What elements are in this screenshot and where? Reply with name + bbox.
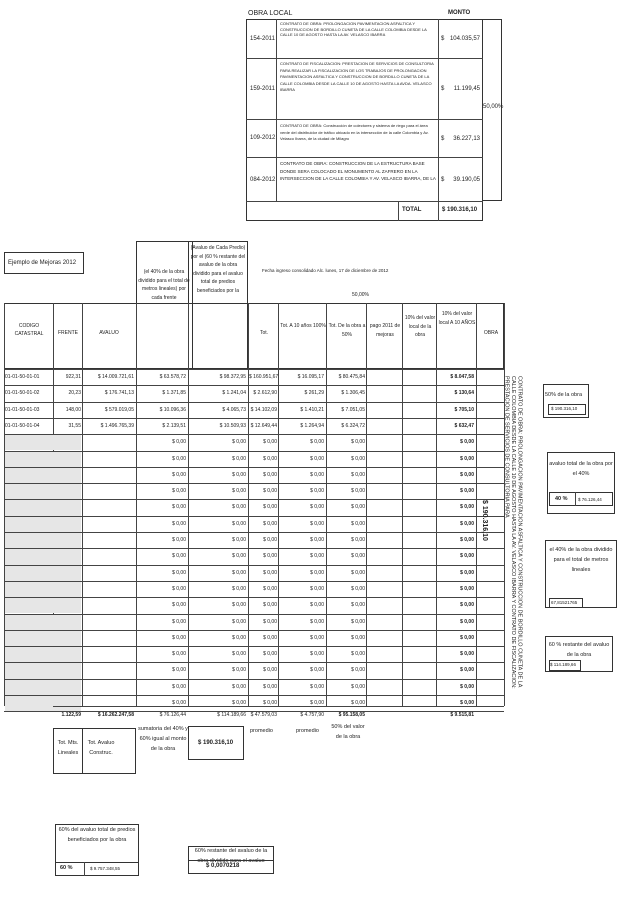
cell-t50: $ 6.324,72 <box>341 422 365 429</box>
cell-t50: $ 0,00 <box>351 537 365 543</box>
empty-cell <box>5 680 81 695</box>
empty-cell <box>5 582 81 597</box>
footer-avaluo-label: Tot. Avaluo Construc. <box>87 740 115 756</box>
bottom-left-pct: 60 % <box>60 865 73 871</box>
cell-t50: $ 0,00 <box>351 651 365 658</box>
cell-tot: $ 0,00 <box>263 569 277 576</box>
cell-v10: $ 632,47 <box>454 422 474 429</box>
header-pct10a: 10% del valor local de la obra <box>404 315 436 338</box>
cell-t50: $ 0,00 <box>351 585 365 592</box>
cell-t10: $ 0,00 <box>310 520 324 527</box>
cell-tot: $ 2.612,90 <box>253 390 277 397</box>
empty-cell <box>5 484 81 499</box>
header-tot: Tot. <box>259 330 269 336</box>
side-b4-label: 60 % restante del avaluo de la obra <box>548 642 610 658</box>
total-tot: $ 47.579,03 <box>250 712 277 718</box>
obra-currency: $ <box>441 86 445 92</box>
empty-cell <box>5 549 81 564</box>
header-tot10: Tot. A 10 años 100% <box>280 323 326 329</box>
cell-v10: $ 0,00 <box>460 618 474 625</box>
pct-note: 50,00% <box>352 292 369 298</box>
obra-desc: CONTRATO DE OBRA: CONSTRUCCION DE LA ESTRUCTURA BASE DONDE SERA COLOCADO EL MONUMENTO AL ZAFRERO EN LA INTERSECCION DE LA CALLE COLOMBIA Y AV. VELASCO IBARRA, DE LA <box>280 161 436 181</box>
cell-tot: $ 0,00 <box>263 455 277 462</box>
cell-c40: $ 0,00 <box>172 634 186 641</box>
cell-codigo: 01-01-50-01-04 <box>5 422 40 429</box>
cell-avaluo: $ 176.741,13 <box>104 390 134 397</box>
empty-cell <box>5 533 81 548</box>
cell-c60: $ 0,00 <box>232 700 246 706</box>
cell-c40: $ 0,00 <box>172 488 186 495</box>
cell-c60: $ 0,00 <box>232 504 246 511</box>
cell-c60: $ 0,00 <box>232 488 246 495</box>
cell-v10: $ 0,00 <box>460 504 474 511</box>
cell-c40: $ 0,00 <box>172 471 186 478</box>
cell-t50: $ 0,00 <box>351 634 365 641</box>
cell-tot: $ 0,00 <box>263 553 277 560</box>
side-pct: 50,00% <box>483 104 504 110</box>
cell-c60: $ 0,00 <box>232 537 246 543</box>
header-avaluo: AVALUO <box>99 330 119 336</box>
header-tot50: Tot. De la obra a 50% <box>328 323 366 338</box>
cell-t50: $ 1.306,45 <box>341 390 365 397</box>
side-b4-value: $ 114.189,66 <box>550 662 576 667</box>
cell-c60: $ 0,00 <box>232 553 246 560</box>
empty-cell <box>5 631 81 646</box>
footer-c40-value: $ 190.316,10 <box>198 740 234 746</box>
cell-frente: 31,55 <box>68 422 81 429</box>
cell-c60: $ 0,00 <box>232 634 246 641</box>
obra-code: 084-2012 <box>250 177 276 183</box>
total-v10: $ 9.515,81 <box>450 712 474 718</box>
cell-c40: $ 10.096,36 <box>159 406 186 413</box>
cell-t50: $ 0,00 <box>351 602 365 609</box>
cell-c60: $ 0,00 <box>232 602 246 609</box>
cell-t50: $ 0,00 <box>351 471 365 478</box>
obra-desc: CONTRATO DE FISCALIZACION: PRESTACION DE SERVICIOS DE CONSULTORIA PARA REALIZAR LA FISCALIZACION DE LOS TRABAJOS DE PROLONGACION PAVIMENTACION ASFALTICA Y CONSTRUCCION DE BORDILLO CUNETA DE LA CALLE COLOMBIA DESDE LA CALLE 10 DE AGOSTO HASTA LA AVDA. VELASCO IBARRA <box>280 61 434 92</box>
cell-t10: $ 0,00 <box>310 683 324 690</box>
empty-cell <box>5 647 81 662</box>
cell-t50: $ 0,00 <box>351 439 365 446</box>
cell-c60: $ 0,00 <box>232 651 246 658</box>
bottom-right-label: 60% restante del avaluo de la obra dividido para el avaluo <box>194 848 268 864</box>
total-avaluo: $ 16.262.247,58 <box>97 712 134 718</box>
cell-t10: $ 261,29 <box>304 390 324 397</box>
cell-c40: $ 0,00 <box>172 651 186 658</box>
cell-t50: $ 80.475,84 <box>338 374 365 380</box>
cell-frente: 20,23 <box>68 390 81 397</box>
cell-t50: $ 0,00 <box>351 700 365 706</box>
cell-c60: $ 0,00 <box>232 618 246 625</box>
obra-amount: 39.190,05 <box>453 177 480 183</box>
side-b2-label: avaluo total de la obra por el 40% <box>549 461 613 477</box>
header-frente: FRENTE <box>58 330 78 336</box>
cell-c60: $ 0,00 <box>232 471 246 478</box>
cell-t10: $ 0,00 <box>310 553 324 560</box>
cell-tot: $ 0,00 <box>263 602 277 609</box>
cell-t10: $ 1.410,21 <box>300 406 324 413</box>
cell-c40: $ 0,00 <box>172 618 186 625</box>
cell-tot: $ 0,00 <box>263 488 277 495</box>
total-t50: $ 95.158,05 <box>338 712 365 718</box>
cell-t10: $ 16.095,17 <box>297 374 324 380</box>
cell-codigo: 01-01-50-01-01 <box>5 374 40 380</box>
cell-t10: $ 0,00 <box>310 585 324 592</box>
total-t10: $ 4.757,90 <box>300 712 324 718</box>
cell-t50: $ 0,00 <box>351 569 365 576</box>
main-title: Ejemplo de Mejoras 2012 <box>8 260 77 266</box>
obra-local-label: OBRA LOCAL <box>248 10 293 17</box>
cell-c60: $ 1.241,04 <box>222 390 246 397</box>
cell-v10: $ 8.047,58 <box>450 374 474 380</box>
cell-c40: $ 0,00 <box>172 455 186 462</box>
side-b1-label: 50% de la obra <box>545 392 582 398</box>
cell-tot: $ 12.649,44 <box>250 422 277 429</box>
cell-c40: $ 2.139,51 <box>162 422 186 429</box>
bottom-right-value: $ 0,0070218 <box>206 863 240 869</box>
obra-desc: CONTRATO DE OBRA: PROLONGACION PAVIMENTACION ASFALTICA Y CONSTRUCCION DE BORDILLO CUNETA DE LA CALLE COLOMBIA DESDE LA CALLE 10 DE AGOSTO HASTA LA AV. VELASCO IBARRA <box>280 21 427 37</box>
header-pago: pago 2011 de mejoras <box>369 323 401 338</box>
cell-v10: $ 0,00 <box>460 553 474 560</box>
cell-t50: $ 0,00 <box>351 504 365 511</box>
bottom-left-label: 60% del avaluo total de predios beneficiados por la obra <box>58 827 136 843</box>
cell-t10: $ 0,00 <box>310 488 324 495</box>
cell-t50: $ 0,00 <box>351 683 365 690</box>
cell-tot: $ 0,00 <box>263 651 277 658</box>
empty-cell <box>5 615 81 630</box>
cell-t10: $ 0,00 <box>310 618 324 625</box>
obra-desc-vertical: CONTRATO DE OBRA: PROLONGACION PAVIMENTACION ASFALTICA Y CONSTRUCCION DE BORDILLO CUNETA DE LA CALLE COLOMBIA DESDE LA CALLE 10 DE AGOSTO HASTA LA AV. VELASCO IBARRA Y CONTRATO DE FISCALIZACION: PRESTACION DE SERVICIOS DE CONSULTORIA PARA <box>503 376 523 689</box>
cell-codigo: 01-01-50-01-03 <box>5 406 40 413</box>
cell-v10: $ 0,00 <box>460 585 474 592</box>
obra-local-table <box>246 19 483 221</box>
cell-v10: $ 0,00 <box>460 488 474 495</box>
cell-t10: $ 0,00 <box>310 634 324 641</box>
cell-c60: $ 0,00 <box>232 585 246 592</box>
cell-tot: $ 0,00 <box>263 700 277 706</box>
cell-tot: $ 0,00 <box>263 634 277 641</box>
cell-t10: $ 0,00 <box>310 602 324 609</box>
col40-header <box>136 241 193 369</box>
total-c60: $ 114.189,66 <box>217 712 246 718</box>
cell-avaluo: $ 1.496.765,39 <box>100 422 134 429</box>
side-b1-value: $ 190.316,10 <box>551 406 578 411</box>
cell-v10: $ 0,00 <box>460 471 474 478</box>
cell-v10: $ 0,00 <box>460 700 474 706</box>
cell-c40: $ 0,00 <box>172 569 186 576</box>
cell-c40: $ 0,00 <box>172 520 186 527</box>
empty-cell <box>5 663 81 678</box>
cell-c60: $ 0,00 <box>232 569 246 576</box>
cell-v10: $ 0,00 <box>460 651 474 658</box>
cell-t10: $ 0,00 <box>310 651 324 658</box>
header-col40: (el 40% de la obra dividido para el total de metros lineales) por cada frente <box>138 269 190 301</box>
cell-tot: $ 0,00 <box>263 537 277 543</box>
empty-cell <box>5 566 81 581</box>
cell-avaluo: $ 14.009.721,61 <box>97 374 134 380</box>
total-c40: $ 76.126,44 <box>159 712 186 718</box>
cell-v10: $ 705,10 <box>454 406 474 413</box>
header-obra: OBRA <box>483 330 499 336</box>
cell-t50: $ 7.051,05 <box>341 406 365 413</box>
obra-code: 154-2011 <box>250 36 275 42</box>
cell-t10: $ 0,00 <box>310 504 324 511</box>
empty-cell <box>5 452 81 467</box>
cell-c40: $ 0,00 <box>172 700 186 706</box>
cell-v10: $ 0,00 <box>460 602 474 609</box>
date-note: Fecha ingreso consolidado Alc. lunes, 17 de diciembre de 2012 <box>262 268 389 273</box>
cell-tot: $ 0,00 <box>263 667 277 674</box>
cell-tot: $ 0,00 <box>263 585 277 592</box>
cell-c60: $ 98.372,95 <box>219 374 246 380</box>
cell-t50: $ 0,00 <box>351 553 365 560</box>
cell-v10: $ 0,00 <box>460 569 474 576</box>
empty-cell <box>5 696 81 711</box>
obra-currency: $ <box>441 136 445 142</box>
obra-desc: CONTRATO DE OBRA: Construcción de colectores y sistema de riego para el área verde del distribuidor de tráfico ubicado en la intersección de la calle Colombia y Av. Velasco Ibarra, de la ciudad de Milagro <box>280 123 429 141</box>
cell-v10: $ 0,00 <box>460 537 474 543</box>
cell-v10: $ 0,00 <box>460 667 474 674</box>
total-frente: 1.122,59 <box>61 712 81 718</box>
cell-tot: $ 160.951,67 <box>249 374 279 380</box>
cell-v10: $ 0,00 <box>460 520 474 527</box>
cell-tot: $ 0,00 <box>263 439 277 446</box>
cell-c40: $ 0,00 <box>172 537 186 543</box>
empty-cell <box>5 468 81 483</box>
cell-c60: $ 0,00 <box>232 683 246 690</box>
cell-t50: $ 0,00 <box>351 455 365 462</box>
cell-tot: $ 0,00 <box>263 520 277 527</box>
empty-cell <box>5 517 81 532</box>
monto-label: MONTO <box>448 10 471 16</box>
cell-t10: $ 0,00 <box>310 439 324 446</box>
obra-total-vertical: $ 190.316,10 <box>481 500 488 541</box>
obra-currency: $ <box>441 36 445 42</box>
cell-c60: $ 0,00 <box>232 455 246 462</box>
cell-codigo: 01-01-50-01-02 <box>5 390 40 397</box>
obra-amount: 36.227,13 <box>453 136 480 142</box>
total-value: $ 190.316,10 <box>442 207 478 213</box>
cell-tot: $ 0,00 <box>263 618 277 625</box>
header-col60: (Avaluo de Cada Predio) por el (60 % restante del avaluo de la obra dividido para el avaluo total de predios beneficiados por la <box>190 245 246 294</box>
cell-t10: $ 0,00 <box>310 455 324 462</box>
footer-frente-label: Tot. Mts. Lineales <box>57 740 79 756</box>
cell-t10: $ 0,00 <box>310 537 324 543</box>
footer-t50-label: 50% del valor de la obra <box>331 724 365 740</box>
cell-frente: 148,00 <box>65 406 81 413</box>
cell-v10: $ 0,00 <box>460 683 474 690</box>
cell-v10: $ 0,00 <box>460 634 474 641</box>
obra-amount: 104.035,57 <box>449 36 480 42</box>
pct-column <box>482 19 502 201</box>
cell-t50: $ 0,00 <box>351 618 365 625</box>
cell-t10: $ 1.264,94 <box>300 422 324 429</box>
bottom-left-value: $ 9.757.348,55 <box>90 866 121 871</box>
cell-c40: $ 63.578,72 <box>159 374 186 380</box>
side-b3-label: el 40% de la obra dividido para el total de metros lineales <box>549 547 613 573</box>
side-b3-value: 67,81521765 <box>551 600 578 605</box>
cell-c60: $ 0,00 <box>232 667 246 674</box>
cell-t10: $ 0,00 <box>310 667 324 674</box>
cell-c60: $ 0,00 <box>232 439 246 446</box>
footer-tot-label: promedio <box>250 728 273 734</box>
cell-c40: $ 1.371,85 <box>162 390 186 397</box>
cell-t10: $ 0,00 <box>310 471 324 478</box>
cell-c40: $ 0,00 <box>172 439 186 446</box>
cell-v10: $ 130,64 <box>454 390 474 397</box>
cell-tot: $ 0,00 <box>263 683 277 690</box>
cell-c60: $ 0,00 <box>232 520 246 527</box>
cell-t50: $ 0,00 <box>351 488 365 495</box>
header-codigo: CODIGO CATASTRAL <box>14 323 44 337</box>
cell-tot: $ 0,00 <box>263 471 277 478</box>
cell-c40: $ 0,00 <box>172 602 186 609</box>
cell-c40: $ 0,00 <box>172 504 186 511</box>
obra-currency: $ <box>441 177 445 183</box>
cell-frente: 922,31 <box>65 374 81 380</box>
obra-amount: 11.199,45 <box>453 86 480 92</box>
side-b2-pct: 40 % <box>555 496 568 502</box>
empty-cell <box>5 598 81 613</box>
footer-t10-label: promedio <box>296 728 319 734</box>
cell-c40: $ 0,00 <box>172 667 186 674</box>
header-pct10b: 10% del valor local A 10 AÑOS <box>438 311 476 326</box>
cell-tot: $ 0,00 <box>263 504 277 511</box>
cell-tot: $ 14.102,09 <box>250 406 277 413</box>
cell-c40: $ 0,00 <box>172 683 186 690</box>
cell-t50: $ 0,00 <box>351 520 365 527</box>
obra-code: 159-2011 <box>250 86 275 92</box>
cell-avaluo: $ 579.019,05 <box>104 406 134 413</box>
cell-v10: $ 0,00 <box>460 439 474 446</box>
cell-t50: $ 0,00 <box>351 667 365 674</box>
obra-code: 109-2012 <box>250 135 276 141</box>
empty-cell <box>5 435 81 450</box>
total-label: TOTAL <box>402 207 422 213</box>
cell-c40: $ 0,00 <box>172 585 186 592</box>
cell-c60: $ 10.509,93 <box>219 422 246 429</box>
cell-t10: $ 0,00 <box>310 700 324 706</box>
cell-v10: $ 0,00 <box>460 455 474 462</box>
footer-c40-label: sumatoria del 40% y 60% igual al monto de la obra <box>138 726 188 752</box>
cell-t10: $ 0,00 <box>310 569 324 576</box>
cell-c40: $ 0,00 <box>172 553 186 560</box>
empty-cell <box>5 500 81 515</box>
cell-c60: $ 4.065,73 <box>222 406 246 413</box>
side-b2-value: $ 76.126,44 <box>578 497 602 502</box>
